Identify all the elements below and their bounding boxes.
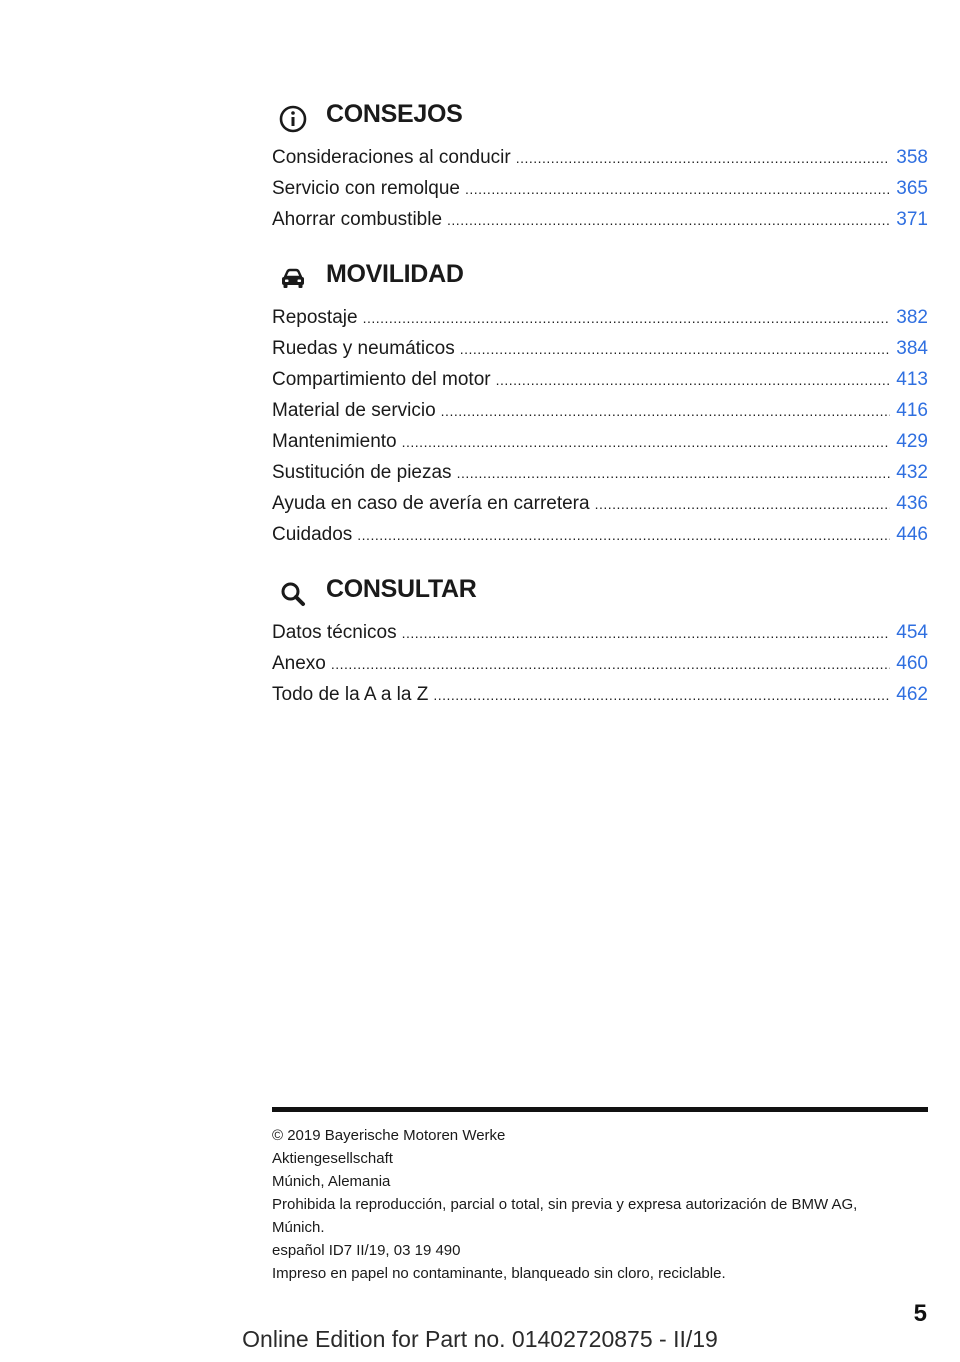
company-line: Aktiengesellschaft [272,1150,393,1167]
dot-leader [457,458,891,489]
toc-entry-label: Ruedas y neumáticos [272,338,455,359]
toc-page-link[interactable]: 384 [896,338,928,359]
section-header [272,258,928,302]
toc-entry[interactable] [272,333,928,364]
toc-entry[interactable] [272,204,928,235]
section-movilidad [272,258,928,550]
copyright-line: © 2019 Bayerische Motoren Werke [272,1127,506,1144]
toc-page-link[interactable]: 413 [896,369,928,390]
toc-entry[interactable] [272,142,928,173]
dot-leader [363,303,891,334]
toc-list [272,617,928,710]
toc-entry-label: Todo de la A a la Z [272,684,429,705]
toc-entry[interactable] [272,488,928,519]
section-consultar [272,573,928,710]
dot-leader [516,143,891,174]
toc-page-link[interactable]: 358 [896,147,928,168]
reproduction-notice: Prohibida la reproducción, parcial o total, sin previa y expresa autorización de BMW AG, Múnich. [272,1196,858,1236]
divider-rule [272,1107,928,1112]
toc-page-link[interactable]: 446 [896,524,928,545]
toc-page-link[interactable]: 371 [896,209,928,230]
location-line: Múnich, Alemania [272,1173,391,1190]
dot-leader [447,205,890,236]
car-icon [278,264,308,294]
toc-entry[interactable] [272,426,928,457]
toc-entry-label: Anexo [272,653,326,674]
toc-page-link[interactable]: 432 [896,462,928,483]
toc-page-link[interactable]: 454 [896,622,928,643]
search-icon [278,579,308,609]
toc-entry-label: Cuidados [272,524,353,545]
dot-leader [402,427,891,458]
toc-entry-label: Compartimiento del motor [272,369,491,390]
toc-entry[interactable] [272,364,928,395]
toc-entry[interactable] [272,617,928,648]
toc-page-link[interactable]: 365 [896,178,928,199]
section-title: MOVILIDAD [326,260,464,288]
section-header [272,573,928,617]
toc-entry[interactable] [272,173,928,204]
dot-leader [441,396,891,427]
toc-entry-label: Datos técnicos [272,622,397,643]
toc-entry[interactable] [272,679,928,710]
toc-page-link[interactable]: 382 [896,307,928,328]
info-icon [278,104,308,134]
toc-list [272,302,928,550]
dot-leader [496,365,891,396]
toc-entry[interactable] [272,302,928,333]
toc-entry-label: Repostaje [272,307,358,328]
section-header [272,98,928,142]
toc-page-link[interactable]: 429 [896,431,928,452]
toc-entry[interactable] [272,648,928,679]
dot-leader [433,680,890,711]
toc-entry[interactable] [272,519,928,550]
toc-entry-label: Consideraciones al conducir [272,147,511,168]
dot-leader [595,489,891,520]
toc-entry-label: Servicio con remolque [272,178,460,199]
dot-leader [357,520,890,551]
toc-entry-label: Ahorrar combustible [272,209,443,230]
toc-list [272,142,928,235]
section-title: CONSEJOS [326,100,463,128]
dot-leader [460,334,891,365]
colophon [272,1124,892,1285]
section-title: CONSULTAR [326,575,477,603]
toc-entry-label: Material de servicio [272,400,436,421]
dot-leader [465,174,890,205]
page-number: 5 [913,1300,927,1327]
toc-entry-label: Sustitución de piezas [272,462,452,483]
dot-leader [331,649,890,680]
section-consejos [272,98,928,235]
edition-line: español ID7 II/19, 03 19 490 [272,1242,461,1259]
toc-entry-label: Ayuda en caso de avería en carretera [272,493,590,514]
toc-page-link[interactable]: 416 [896,400,928,421]
toc-page-link[interactable]: 436 [896,493,928,514]
dot-leader [402,618,891,649]
toc-entry[interactable] [272,457,928,488]
toc-page-link[interactable]: 462 [896,684,928,705]
toc-page-link[interactable]: 460 [896,653,928,674]
toc-entry[interactable] [272,395,928,426]
paper-notice: Impreso en papel no contaminante, blanqueado sin cloro, reciclable. [272,1265,726,1282]
footer-edition: Online Edition for Part no. 01402720875 - II/19 [242,1326,718,1352]
toc-entry-label: Mantenimiento [272,431,397,452]
